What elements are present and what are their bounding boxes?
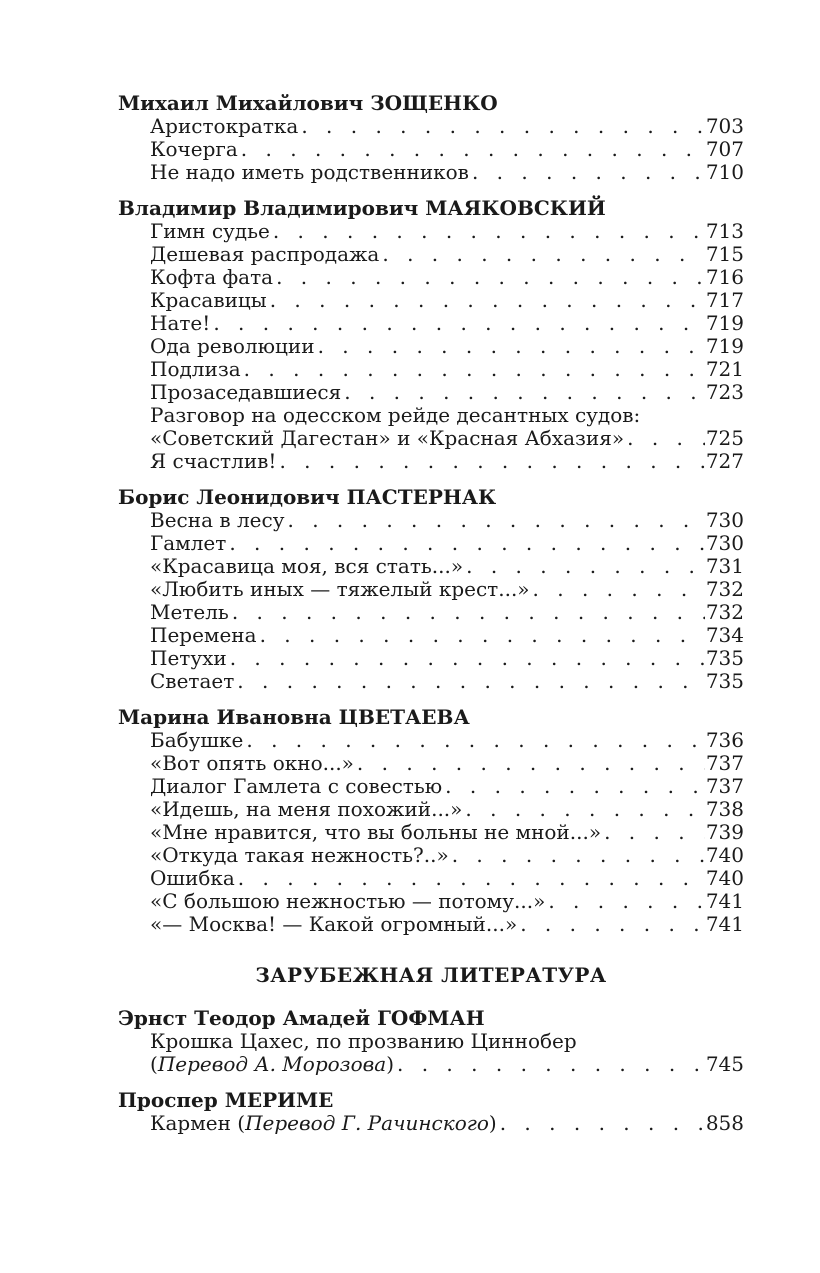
entry-page-number: 745 (705, 1052, 744, 1076)
author-heading: Эрнст Теодор Амадей ГОФМАН (118, 1006, 485, 1030)
entry-page-number: 737 (705, 774, 744, 798)
entry-page-number: 741 (705, 912, 744, 936)
toc-entry (150, 266, 744, 289)
toc-entry (150, 729, 744, 752)
toc-entry (150, 532, 744, 555)
entry-title (150, 890, 545, 913)
entry-title (150, 1053, 394, 1076)
toc-entry (150, 867, 744, 890)
entry-title (150, 509, 284, 532)
entry-row (150, 913, 744, 936)
entry-title (150, 335, 315, 358)
entry-page-number: 732 (705, 600, 744, 624)
entry-title-text: Ода революции (150, 334, 315, 358)
entry-row (150, 601, 744, 624)
toc-entry (150, 404, 744, 450)
dot-leader (229, 532, 704, 555)
entry-row (150, 161, 744, 184)
entry-title (150, 427, 624, 450)
author-heading: Владимир Владимирович МАЯКОВСКИЙ (118, 196, 606, 220)
toc-entry (150, 752, 744, 775)
entry-title (150, 601, 229, 624)
entry-row (150, 312, 744, 335)
dot-leader (273, 220, 705, 243)
toc-entry (150, 578, 744, 601)
entry-title (150, 243, 379, 266)
entry-title-text: Кофта фата (150, 265, 274, 289)
dot-leader (287, 509, 704, 532)
entry-title (150, 1112, 497, 1135)
entry-title (150, 555, 463, 578)
entry-row (150, 890, 744, 913)
toc-entry (150, 450, 744, 473)
dot-leader (452, 844, 705, 867)
dot-leader (213, 312, 705, 335)
dot-leader (238, 867, 705, 890)
toc-entry (150, 138, 744, 161)
entry-title-italic: Перевод А. Морозова (157, 1052, 387, 1076)
entry-page-number: 710 (705, 160, 744, 184)
entry-title-text: Нате! (150, 311, 211, 335)
entry-page-number: 723 (705, 380, 744, 404)
dot-leader (466, 555, 705, 578)
entry-title-text: Гимн судье (150, 219, 270, 243)
entry-title-text: Подлиза (150, 357, 241, 381)
toc-entry (150, 647, 744, 670)
dot-leader (260, 624, 705, 647)
dot-leader (382, 243, 704, 266)
entry-page-number: 735 (705, 669, 744, 693)
entry-row (150, 532, 744, 555)
entry-title-text: Светает (150, 669, 235, 693)
entry-title-text: Дешевая распродажа (150, 242, 380, 266)
toc-entry (150, 775, 744, 798)
author-heading: Проспер МЕРИМЕ (118, 1088, 334, 1112)
dot-leader (276, 266, 705, 289)
entry-title-text: Аристократка (150, 114, 299, 138)
entry-row (150, 509, 744, 532)
entry-row (150, 450, 744, 473)
dot-leader (230, 647, 705, 670)
entry-first-line: Крошка Цахес, по прозванию Циннобер (150, 1029, 577, 1053)
entry-row (150, 670, 744, 693)
entry-row (150, 798, 744, 821)
entry-page-number: 740 (705, 843, 744, 867)
toc-entry (150, 358, 744, 381)
entry-list (118, 115, 744, 184)
entry-title (150, 647, 227, 670)
entry-row (150, 867, 744, 890)
entry-page-number: 713 (705, 219, 744, 243)
dot-leader (246, 729, 704, 752)
entry-title-text: Бабушке (150, 728, 244, 752)
entry-title (150, 578, 530, 601)
entry-title-text: «Вот опять окно...» (150, 751, 354, 775)
entry-title-text: «Откуда такая нежность?..» (150, 843, 449, 867)
toc-entry (150, 624, 744, 647)
entry-title (150, 115, 298, 138)
entry-title (150, 867, 235, 890)
entry-title (150, 532, 226, 555)
entry-row (150, 220, 744, 243)
dot-leader (301, 115, 705, 138)
entry-page-number: 734 (705, 623, 744, 647)
entry-page-number: 736 (705, 728, 744, 752)
entry-row (150, 729, 744, 752)
entry-title-text: Кочерга (150, 137, 238, 161)
dot-leader (270, 289, 705, 312)
entry-title (150, 220, 270, 243)
entry-title-text: Ошибка (150, 866, 235, 890)
toc-entry (150, 161, 744, 184)
entry-row (150, 289, 744, 312)
entry-title (150, 450, 276, 473)
dot-leader (500, 1112, 705, 1135)
dot-leader (344, 381, 705, 404)
dot-leader (465, 798, 704, 821)
entry-page-number: 735 (705, 646, 744, 670)
author-section (118, 1007, 744, 1076)
entry-title-text: Красавицы (150, 288, 267, 312)
entry-row (150, 775, 744, 798)
entry-list (118, 1112, 744, 1135)
entry-page-number: 719 (705, 311, 744, 335)
entry-title (150, 624, 257, 647)
entry-title-text: «Мне нравится, что вы больны не мной...» (150, 820, 602, 844)
author-section (118, 92, 744, 184)
entry-page-number: 715 (705, 242, 744, 266)
toc-entry (150, 670, 744, 693)
entry-page-number: 740 (705, 866, 744, 890)
entry-title (150, 358, 241, 381)
entry-row (150, 624, 744, 647)
entry-title (150, 913, 517, 936)
entry-row (150, 335, 744, 358)
entry-row (150, 243, 744, 266)
entry-page-number: 707 (705, 137, 744, 161)
entry-page-number: 732 (705, 577, 744, 601)
entry-row (150, 555, 744, 578)
entry-title-text: ( (150, 1052, 158, 1076)
entry-title-text: Перемена (150, 623, 257, 647)
toc-entry (150, 601, 744, 624)
entry-title (150, 381, 341, 404)
entry-title-italic: Перевод Г. Рачинского (245, 1111, 489, 1135)
entry-title-text: Я счастлив! (150, 449, 277, 473)
entry-title-suffix: ) (488, 1111, 497, 1135)
entry-row (150, 821, 744, 844)
entry-title-text: Прозаседавшиеся (150, 380, 342, 404)
entry-title (150, 289, 267, 312)
toc-entry (150, 1112, 744, 1135)
entry-title (150, 266, 273, 289)
entry-row (150, 578, 744, 601)
toc-entry (150, 890, 744, 913)
entry-page-number: 741 (705, 889, 744, 913)
toc-entry (150, 289, 744, 312)
entry-title (150, 775, 442, 798)
entry-row (150, 1053, 744, 1076)
toc-entry (150, 1030, 744, 1076)
dot-leader (627, 427, 705, 450)
toc-entry (150, 335, 744, 358)
foreign-sections (118, 1007, 744, 1135)
toc-entry (150, 798, 744, 821)
entry-title-suffix: ) (386, 1052, 394, 1076)
toc-entry (150, 913, 744, 936)
entry-list (118, 220, 744, 473)
entry-page-number: 717 (705, 288, 744, 312)
entry-page-number: 739 (705, 820, 744, 844)
entry-title-text: «— Москва! — Какой огромный...» (150, 912, 518, 936)
toc-entry (150, 381, 744, 404)
author-heading: Борис Леонидович ПАСТЕРНАК (118, 485, 497, 509)
entry-row (150, 1112, 744, 1135)
author-heading: Михаил Михайлович ЗОЩЕНКО (118, 91, 498, 115)
entry-title-text: Диалог Гамлета с совестью (150, 774, 443, 798)
entry-title-text: «Идешь, на меня похожий...» (150, 797, 463, 821)
entry-row (150, 752, 744, 775)
entry-row (150, 115, 744, 138)
entry-title-text: «Любить иных — тяжелый крест...» (150, 577, 530, 601)
entry-title-text: «Красавица моя, вся стать...» (150, 554, 464, 578)
entry-first-line: Разговор на одесском рейде десантных судов: (150, 403, 641, 427)
entry-row (150, 844, 744, 867)
dot-leader (604, 821, 705, 844)
entry-page-number: 737 (705, 751, 744, 775)
dot-leader (318, 335, 705, 358)
part-heading: ЗАРУБЕЖНАЯ ЛИТЕРАТУРА (255, 963, 607, 987)
entry-title-text: Петухи (150, 646, 227, 670)
entry-title (150, 844, 449, 867)
entry-page-number: 727 (705, 449, 744, 473)
toc-entry (150, 220, 744, 243)
entry-title-text: «С большою нежностью — потому...» (150, 889, 546, 913)
toc-entry (150, 243, 744, 266)
entry-title-text: Метель (150, 600, 229, 624)
dot-leader (244, 358, 705, 381)
toc-entry (150, 115, 744, 138)
dot-leader (279, 450, 704, 473)
entry-page-number: 703 (705, 114, 744, 138)
dot-leader (232, 601, 705, 624)
author-section (118, 197, 744, 473)
entry-list (118, 729, 744, 936)
toc-entry (150, 312, 744, 335)
entry-list (118, 509, 744, 693)
entry-page-number: 731 (705, 554, 744, 578)
author-section (118, 486, 744, 693)
entry-row (150, 138, 744, 161)
entry-row (150, 647, 744, 670)
entry-title-text: Гамлет (150, 531, 227, 555)
author-heading: Марина Ивановна ЦВЕТАЕВА (118, 705, 470, 729)
dot-leader (397, 1053, 705, 1076)
entry-page-number: 719 (705, 334, 744, 358)
dot-leader (533, 578, 705, 601)
entry-page-number: 716 (705, 265, 744, 289)
entry-title (150, 752, 354, 775)
entry-title-text: «Советский Дагестан» и «Красная Абхазия» (150, 426, 625, 450)
dot-leader (548, 890, 705, 913)
entry-row (150, 266, 744, 289)
toc-entry (150, 844, 744, 867)
dot-leader (241, 138, 705, 161)
author-section (118, 1089, 744, 1135)
entry-title (150, 821, 601, 844)
toc-entry (150, 821, 744, 844)
russian-sections (118, 92, 744, 936)
dot-leader (237, 670, 705, 693)
entry-title-text: Кармен ( (150, 1111, 246, 1135)
author-section (118, 706, 744, 936)
dot-leader (520, 913, 705, 936)
entry-title (150, 161, 469, 184)
entry-list (118, 1030, 744, 1076)
entry-page-number: 721 (705, 357, 744, 381)
entry-page-number: 730 (705, 531, 744, 555)
entry-page-number: 858 (705, 1111, 744, 1135)
entry-title-text: Не надо иметь родственников (150, 160, 469, 184)
toc-entry (150, 555, 744, 578)
entry-title (150, 798, 462, 821)
entry-title-text: Весна в лесу (150, 508, 285, 532)
entry-row (150, 381, 744, 404)
entry-title (150, 312, 210, 335)
entry-title (150, 729, 243, 752)
entry-row (150, 427, 744, 450)
dot-leader (445, 775, 705, 798)
toc-entry (150, 509, 744, 532)
entry-page-number: 738 (705, 797, 744, 821)
entry-title (150, 138, 238, 161)
entry-page-number: 725 (705, 426, 744, 450)
entry-page-number: 730 (705, 508, 744, 532)
dot-leader (472, 161, 705, 184)
entry-title (150, 670, 234, 693)
dot-leader (357, 752, 705, 775)
entry-row (150, 358, 744, 381)
